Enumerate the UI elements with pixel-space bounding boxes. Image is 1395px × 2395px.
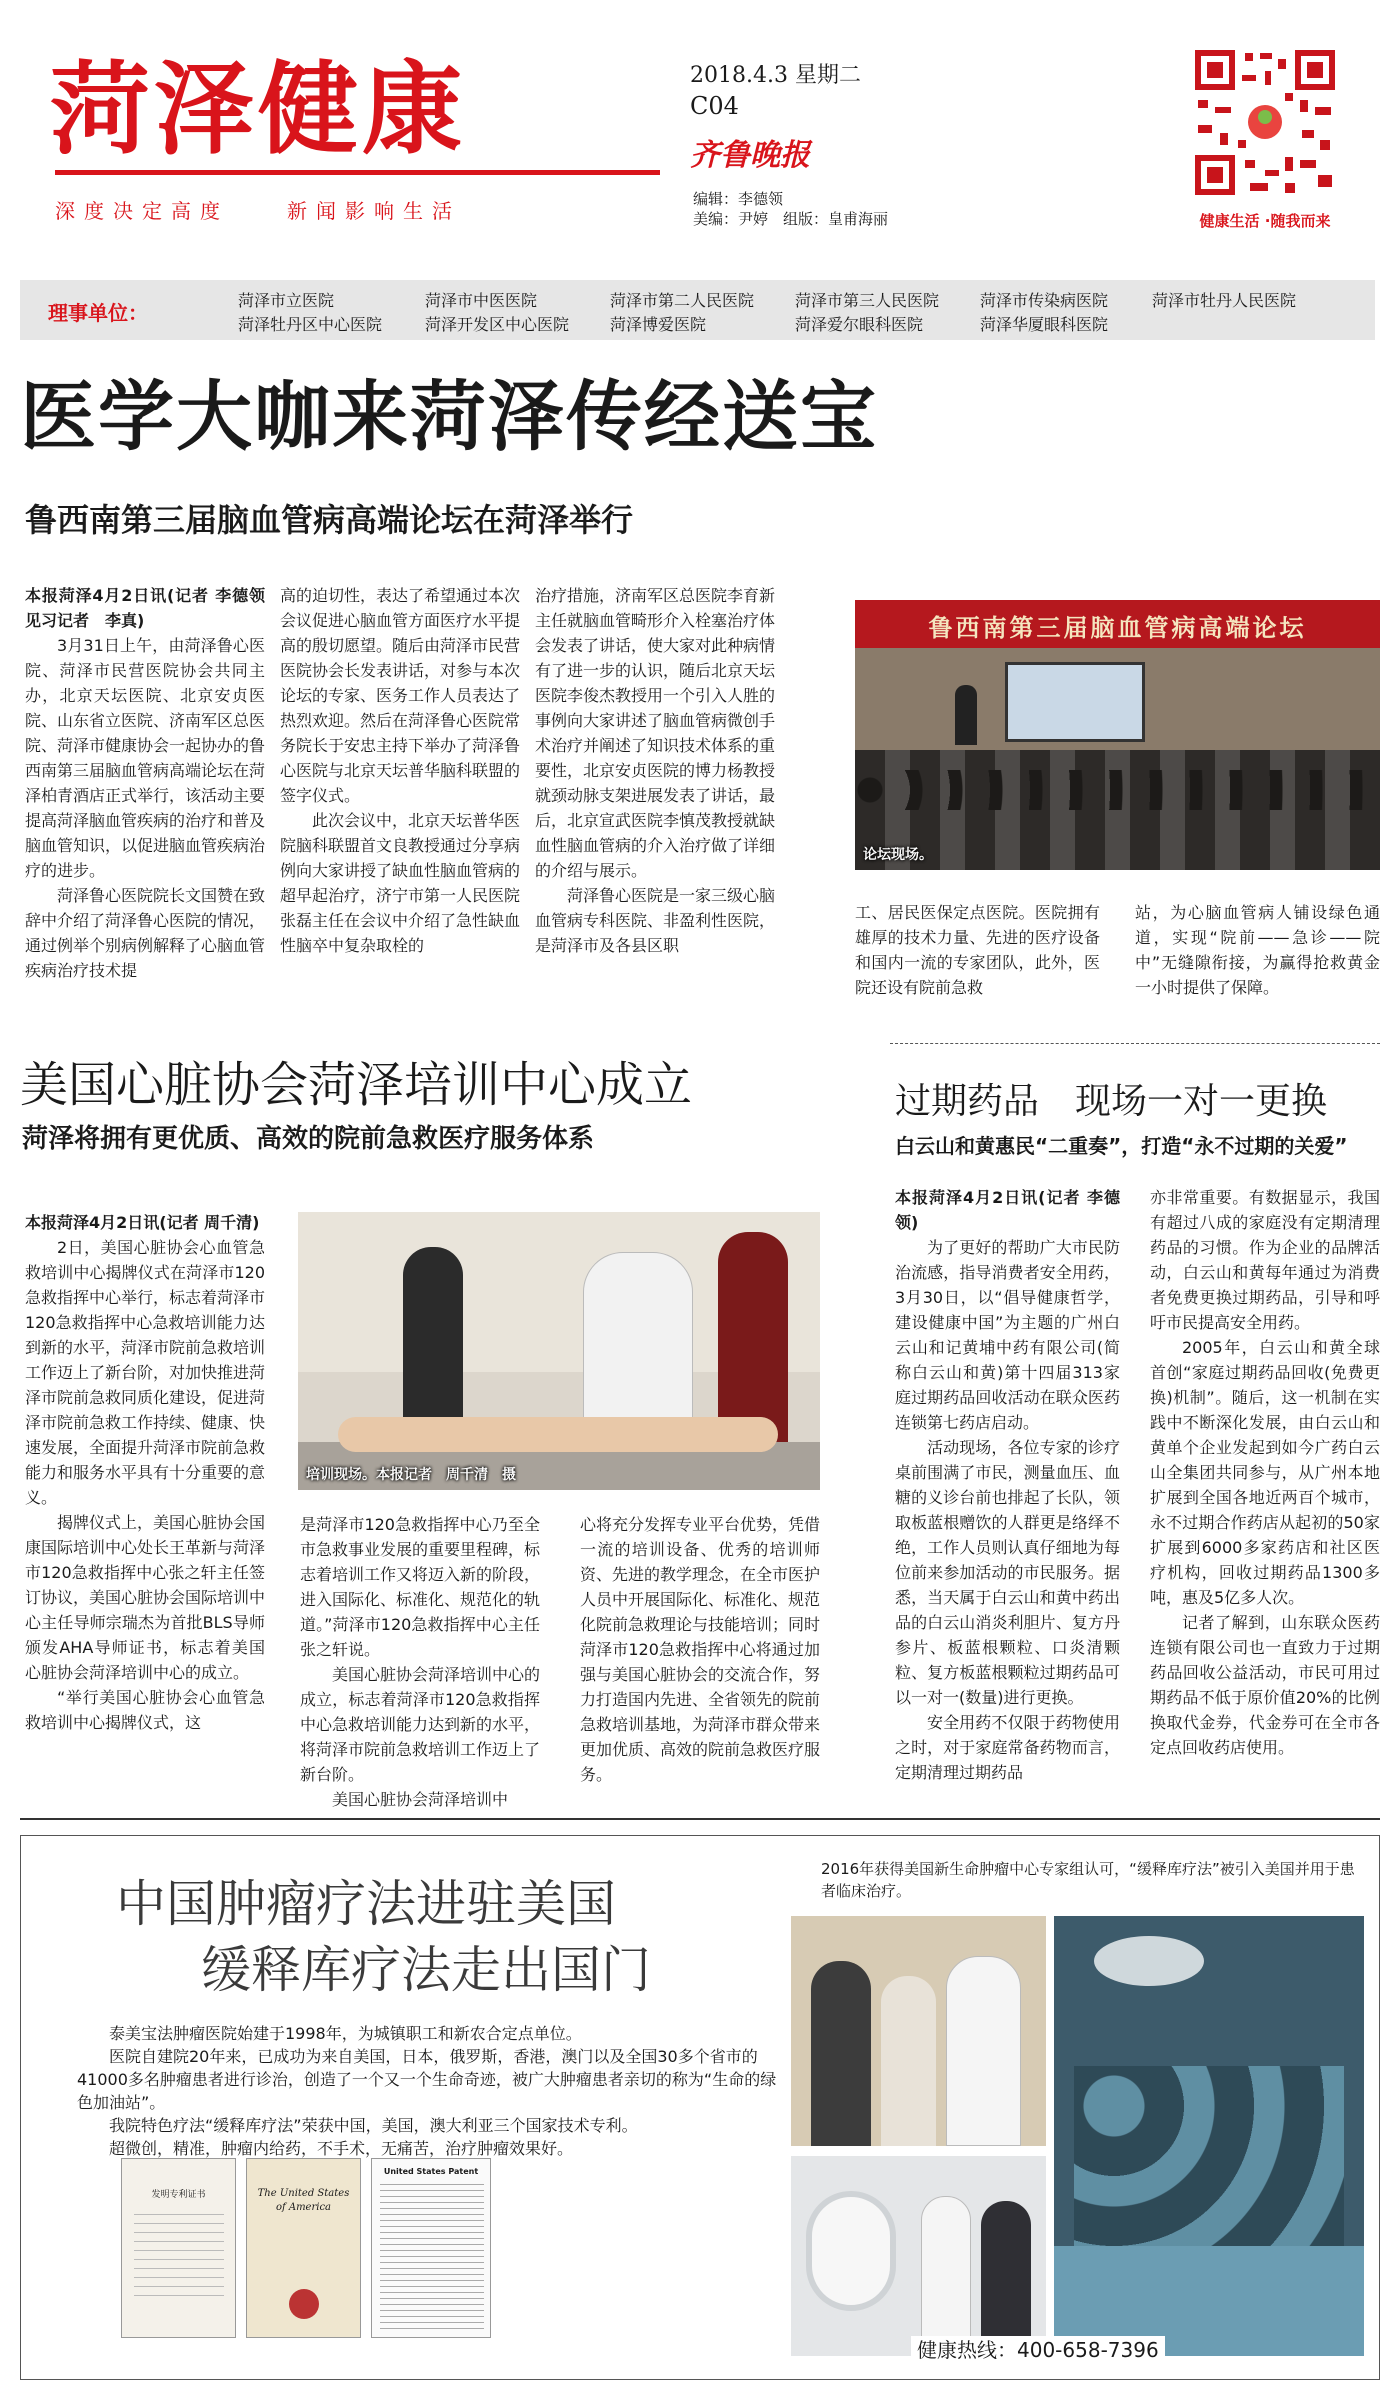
forum-photo: [855, 600, 1380, 870]
article2-paragraph: 2日，美国心脏协会心血管急救培训中心揭牌仪式在菏泽市120急救指挥中心举行，标志着菏泽市120急救指挥中心急救培训能力达到新的水平，菏泽市院前急救培训工作迈上了新台阶，对加快推进菏泽市院前急救同质化建设，促进菏泽市院前急救工作持续、健康、快速发展，全面提升菏泽市院前急救能力和服务水平具有十分重要的意义。: [25, 1238, 266, 1507]
article1-paragraph: 站，为心脑血管病人铺设绿色通道，实现“院前——急诊——院中”无缝隙衔接，为赢得抢救黄金一小时提供了保障。: [1135, 903, 1380, 997]
ad-hotline: 健康热线：400-658-7396: [911, 2336, 1165, 2364]
ad-photo-scanner-doctor-2: [981, 2201, 1031, 2356]
article2-paragraph: 是菏泽市120急救指挥中心乃至全市急救事业发展的重要里程碑，标志着培训工作又将迈入新的阶段，进入国际化、标准化、规范化的轨道。”菏泽市120急救指挥中心主任张之轩说。: [300, 1515, 541, 1659]
article2-paragraph: 心将充分发挥专业平台优势，凭借一流的培训设备、优秀的培训师资、先进的教学理念，在全市医护人员中开展国际化、标准化、规范化院前急救理论与技能培训；同时菏泽市120急救指挥中心将通过加强与美国心脏协会的交流合作，努力打造国内先进、全省领先的院前急救培训基地，为菏泽市群众带来更加优质、高效的院前急救医疗服务。: [580, 1515, 821, 1784]
patent-certificate-us-title: The United States of America: [257, 2188, 350, 2213]
art-credit: 美编：尹婷 组版：皇甫海丽: [693, 210, 889, 228]
ad-photo-scanner: [791, 2156, 1046, 2356]
member-item[interactable]: 菏泽市第三人民医院: [795, 291, 940, 310]
article3-column-1: [895, 1185, 1120, 1805]
editor-credit: 编辑：李德领: [693, 190, 784, 208]
ad-photo-surgery-staff: [1074, 2066, 1344, 2266]
training-photo-caption: 培训现场。本报记者 周千清 摄: [306, 1467, 516, 1483]
patent-certificate-us-seal: [289, 2289, 319, 2319]
qr-code[interactable]: [1190, 45, 1340, 200]
issue-date: 2018.4.3 星期二: [690, 63, 861, 88]
ad-photo-group-person-3: [946, 1956, 1021, 2146]
article2-paragraph: 美国心脏协会菏泽培训中: [332, 1790, 509, 1809]
article1-paragraph: 3月31日上午，由菏泽鲁心医院、菏泽市民营医院协会共同主办，北京天坛医院、北京安贞医院、山东省立医院、济南军区总医院、菏泽市健康协会一起协办的鲁西南第三届脑血管病高端论坛在菏泽柏青酒店正式举行，该活动主要提高菏泽脑血管疾病的治疗和普及脑血管知识，以促进脑血管疾病治疗的进步。: [25, 636, 266, 880]
patent-certificate-cn: [121, 2158, 236, 2338]
article1-column-3: [535, 583, 775, 1003]
article3-column-2: [1150, 1185, 1380, 1805]
member-item[interactable]: 菏泽市第二人民医院: [610, 291, 755, 310]
article1-paragraph: 工、居民医保定点医院。医院拥有雄厚的技术力量、先进的医疗设备和国内一流的专家团队，此外，医院还设有院前急救: [855, 903, 1100, 997]
patent-certificate-cn-title: 发明专利证书: [151, 2190, 206, 2200]
article1-byline: 本报菏泽4月2日讯(记者 李德领 见习记者 李真): [25, 586, 282, 630]
patent-certificate-doc-title: United States Patent: [383, 2167, 479, 2176]
ad-photo-group-person-2: [881, 1976, 936, 2146]
forum-photo-caption: 论坛现场。: [863, 847, 933, 863]
ad-headline-1: 中国肿瘤疗法进驻美国: [116, 1875, 616, 1933]
ad-paragraph: 医院自建院20年来，已成功为来自美国，日本，俄罗斯，香港，澳门以及全国30多个省市的41000多名肿瘤患者进行诊治，创造了一个又一个生命奇迹，被广大肿瘤患者亲切的称为“生命的绿色加油站”。: [77, 2047, 777, 2112]
masthead-slogan: 深度决定高度 新闻影响生活: [55, 199, 461, 223]
article3-paragraph: 亦非常重要。有数据显示，我国有超过八成的家庭没有定期清理药品的习惯。作为企业的品牌活动，白云山和黄每年通过为消费者免费更换过期药品，引导和呼吁市民提高安全用药。: [1150, 1188, 1380, 1332]
qr-code-graphic: [1190, 45, 1340, 200]
forum-photo-screen: [1005, 662, 1145, 742]
patent-certificate-doc-lines: [380, 2184, 484, 2329]
ad-paragraph: 泰美宝法肿瘤医院始建于1998年，为城镇职工和新农合定点单位。: [109, 2024, 582, 2043]
article3-paragraph: 安全用药不仅限于药物使用之时，对于家庭常备药物而言，定期清理过期药品: [895, 1713, 1120, 1782]
ad-photo-group-person-1: [811, 1961, 871, 2146]
member-label: 理事单位：: [48, 301, 148, 325]
qr-caption: 健康生活 ·随我而来: [1199, 212, 1331, 230]
forum-photo-audience: [855, 750, 1380, 870]
article1-column-4: [855, 900, 1100, 1000]
member-item[interactable]: 菏泽华厦眼科医院: [980, 315, 1109, 334]
article1-paragraph: 菏泽鲁心医院院长文国赞在致辞中介绍了菏泽鲁心医院的情况，通过例举个别病例解释了心脑血管疾病治疗技术提: [25, 886, 266, 980]
article3-paragraph: 活动现场，各位专家的诊疗桌前围满了市民，测量血压、血糖的义诊台前也排起了长队，领取板蓝根赠饮的人群更是络绎不绝，工作人员则认真仔细地为每位前来参加活动的市民服务。据悉，当天属于白云山和黄中药出品的白云山消炎利胆片、复方丹参片、板蓝根颗粒、口炎清颗粒、复方板蓝根颗粒过期药品可以一对一(数量)进行更换。: [895, 1438, 1120, 1707]
newspaper-brand: 齐鲁晚报: [690, 138, 810, 173]
article1-column-1: [25, 583, 282, 1003]
member-item[interactable]: 菏泽市传染病医院: [980, 291, 1109, 310]
article2-subhead: 菏泽将拥有更优质、高效的院前急救医疗服务体系: [22, 1124, 595, 1154]
page-number: C04: [690, 92, 739, 120]
member-item[interactable]: 菏泽市立医院: [238, 291, 335, 310]
article2-headline: 美国心脏协会菏泽培训中心成立: [20, 1057, 693, 1113]
ad-headline-2: 缓释库疗法走出国门: [201, 1941, 651, 1999]
article3-paragraph: 2005年，白云山和黄全球首创“家庭过期药品回收(免费更换)机制”。随后，这一机制在实践中不断深化发展，由白云山和黄单个企业发起到如今广药白云山全集团共同参与，从广州本地扩展到全国各地近两百个城市，永不过期合作药店从起初的50家扩展到6000多家药店和社区医疗机构，回收过期药品1300多吨，惠及5亿多人次。: [1150, 1338, 1380, 1607]
article1-paragraph: 此次会议中，北京天坛普华医院脑科联盟首文良教授通过分享病例向大家讲授了缺血性脑血管病的超早起治疗，济宁市第一人民医院张磊主任在会议中介绍了急性缺血性脑卒中复杂取栓的: [280, 811, 521, 955]
article2-column-2: [300, 1512, 541, 1809]
article2-byline: 本报菏泽4月2日讯(记者 周千清): [25, 1213, 260, 1232]
masthead-logo: 菏泽健康: [50, 51, 466, 168]
article1-paragraph: 高的迫切性，表达了希望通过本次会议促进心脑血管方面医疗水平提高的殷切愿望。随后由菏泽市民营医院协会长发表讲话，对参与本次论坛的专家、医务工作人员表达了热烈欢迎。然后在菏泽鲁心医院常务院长于安忠主持下举办了菏泽鲁心医院与北京天坛普华脑科联盟的签字仪式。: [280, 586, 521, 805]
ad-box: [20, 1835, 1380, 2380]
training-photo-manikin: [338, 1417, 778, 1452]
ad-photo-group: [791, 1916, 1046, 2146]
ad-photo-scanner-gantry: [806, 2191, 896, 2311]
ad-paragraph: 超微创，精准，肿瘤内给药，不手术，无痛苦，治疗肿瘤效果好。: [109, 2139, 574, 2158]
forum-photo-speaker: [955, 685, 977, 745]
training-photo: [298, 1212, 820, 1490]
article3-subhead: 白云山和黄惠民“二重奏”，打造“永不过期的关爱”: [895, 1134, 1348, 1158]
ad-top-rule: [20, 1818, 1380, 1820]
patent-certificate-cn-lines: [134, 2214, 224, 2304]
masthead-logo-underline: [55, 170, 660, 175]
ad-text: [77, 2022, 787, 2160]
member-item[interactable]: 菏泽爱尔眼科医院: [795, 315, 924, 334]
member-bar: [20, 280, 1375, 340]
article1-paragraph: 菏泽鲁心医院是一家三级心脑血管病专科医院、非盈利性医院，是菏泽市及各县区职: [535, 886, 776, 955]
article2-paragraph: 美国心脏协会菏泽培训中心的成立，标志着菏泽市120急救指挥中心急救培训能力达到新的水平，将菏泽市院前急救培训工作迈上了新台阶。: [300, 1665, 541, 1784]
article2-column-3: [580, 1512, 820, 1802]
member-item[interactable]: 菏泽开发区中心医院: [425, 315, 570, 334]
ad-photo-note: 2016年获得美国新生命肿瘤中心专家组认可，“缓释库疗法”被引入美国并用于患者临床治疗。: [821, 1860, 1355, 1900]
patent-certificate-doc: [371, 2158, 491, 2338]
article3-paragraph: 记者了解到，山东联众医药连锁有限公司也一直致力于过期药品回收公益活动，市民可用过期药品不低于原价值20%的比例换取代金券，代金券可在全市各定点回收药店使用。: [1150, 1613, 1380, 1757]
article3-paragraph: 为了更好的帮助广大市民防治流感，指导消费者安全用药，3月30日，以“倡导健康哲学，建设健康中国”为主题的广州白云山和记黄埔中药有限公司(简称白云山和黄)第十四届313家庭过期药品回收活动在联众医药连锁第七药店启动。: [895, 1238, 1120, 1432]
masthead: [0, 0, 1395, 270]
forum-photo-banner-text: 鲁西南第三届脑血管病高端论坛: [928, 614, 1307, 642]
article3-headline: 过期药品 现场一对一更换: [895, 1081, 1328, 1122]
section-divider: [890, 1043, 1380, 1044]
article2-paragraph: “举行美国心脏协会心血管急救培训中心揭牌仪式，这: [25, 1688, 265, 1732]
ad-photo-surgery-light: [1094, 1936, 1204, 1986]
article2-column-1: [25, 1210, 265, 1800]
member-item[interactable]: 菏泽牡丹区中心医院: [238, 315, 383, 334]
article1-headline: 医学大咖来菏泽传经送宝: [20, 372, 878, 461]
member-item[interactable]: 菏泽市中医医院: [425, 291, 538, 310]
member-item[interactable]: 菏泽博爱医院: [610, 315, 707, 334]
forum-photo-heads: [855, 770, 1380, 810]
article1-column-2: [280, 583, 520, 1003]
article3-byline: 本报菏泽4月2日讯(记者 李德领): [895, 1188, 1120, 1232]
patent-certificate-us: [246, 2158, 361, 2338]
ad-paragraph: 我院特色疗法“缓释库疗法”荣获中国，美国，澳大利亚三个国家技术专利。: [109, 2116, 638, 2135]
ad-photo-surgery: [1054, 1916, 1364, 2356]
article1-paragraph: 治疗措施，济南军区总医院李育新主任就脑血管畸形介入栓塞治疗体会发表了讲话，使大家对此种病情有了进一步的认识，随后北京天坛医院李俊杰教授用一个引入人胜的事例向大家讲述了脑血管病微创手术治疗并阐述了知识技术体系的重要性，北京安贞医院的博力杨教授就颈动脉支架进展发表了讲话，最后，北京宣武医院李慎茂教授就缺血性脑血管病的介入治疗做了详细的介绍与展示。: [535, 586, 776, 880]
ad-photo-scanner-doctor-1: [921, 2196, 971, 2356]
article2-paragraph: 揭牌仪式上，美国心脏协会国康国际培训中心处长王革新与菏泽市120急救指挥中心张之轩主任签订协议，美国心脏协会国际培训中心主任导师宗瑞杰为首批BLS导师颁发AHA导师证书，标志着美国心脏协会菏泽培训中心的成立。: [25, 1513, 266, 1682]
article1-column-5: [1135, 900, 1380, 1000]
article1-subhead: 鲁西南第三届脑血管病高端论坛在菏泽举行: [25, 501, 634, 539]
member-item[interactable]: 菏泽市牡丹人民医院: [1152, 291, 1297, 310]
